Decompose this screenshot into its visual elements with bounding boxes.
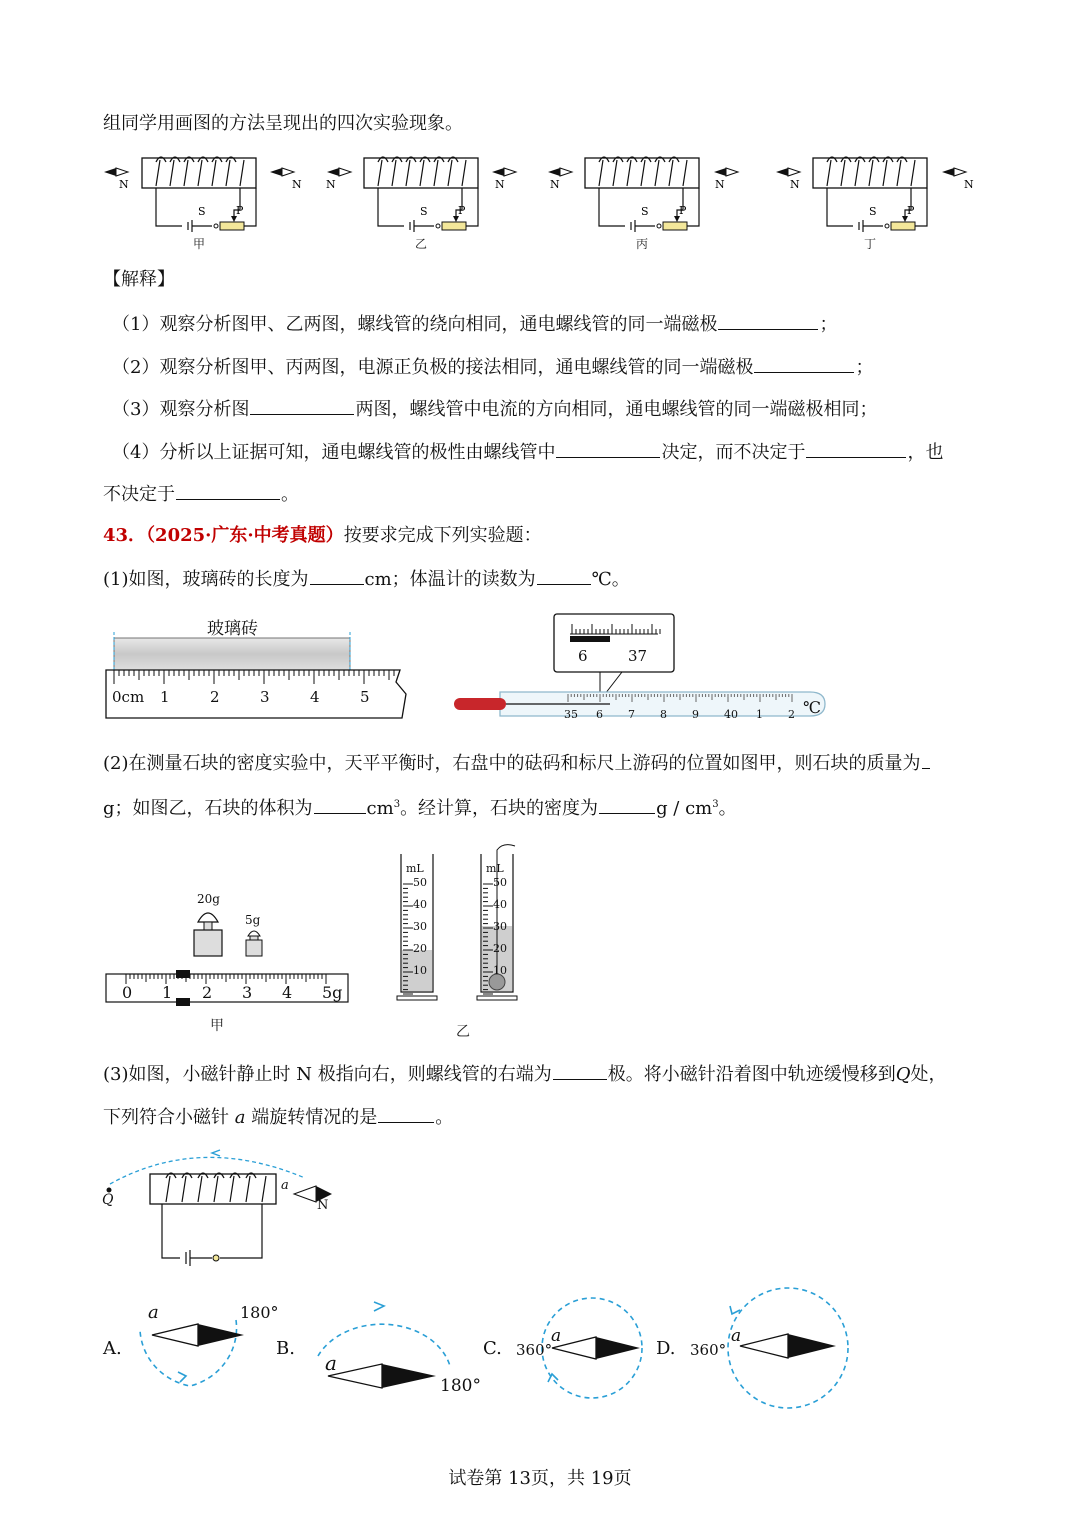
solenoid-trajectory-figure (100, 1140, 350, 1270)
scale-tick-label: 2 (202, 983, 213, 1002)
explain-q4-cont: 不决定于 。 (103, 481, 299, 507)
thermo-tick-label: 2 (788, 708, 795, 721)
answer-blank[interactable] (754, 354, 854, 373)
cylinder-tick-label: 50 (413, 876, 427, 889)
answer-blank[interactable] (718, 311, 818, 330)
answer-blank[interactable] (314, 795, 366, 814)
answer-blank[interactable] (537, 566, 591, 585)
ruler-tick-label: 4 (310, 688, 320, 706)
cylinder-tick-label: 10 (493, 964, 507, 977)
cylinder-tick-label: 20 (493, 942, 507, 955)
svg-text:P: P (907, 204, 915, 217)
needle-end-a: a (281, 1178, 289, 1193)
q43-part1: (1)如图，玻璃砖的长度为 cm；体温计的读数为 ℃。 (103, 566, 630, 592)
scale-tick-label: 0 (122, 983, 133, 1002)
cylinder-unit: mL (486, 862, 504, 875)
explain-title: 【解释】 (103, 269, 175, 290)
q43-part2-cont: g；如图乙，石块的体积为 $cm^3$。经计算，石块的密度为 g / $cm^3$。 (103, 793, 737, 821)
q43-heading: 43．（2025·广东·中考真题）按要求完成下列实验题： (103, 525, 542, 546)
option-d-angle: 360° (690, 1341, 727, 1359)
option-c[interactable]: C. (483, 1338, 502, 1359)
ruler-tick-label: 5 (360, 688, 370, 706)
thermo-tick-label: 6 (596, 708, 603, 721)
option-c-angle: 360° (516, 1341, 553, 1359)
zoom-label-37: 37 (628, 647, 648, 665)
option-a[interactable]: A. (103, 1338, 122, 1359)
explain-q2: （2）观察分析图甲、丙两图，电源正负极的接法相同，通电螺线管的同一端磁极 ； (112, 354, 873, 380)
option-d[interactable]: D. (656, 1338, 676, 1359)
page-footer: 试卷第 13页，共 19页 (448, 1468, 632, 1489)
svg-text:S: S (198, 205, 206, 218)
needle-pole-n: N (317, 1198, 329, 1213)
thermometer-figure (450, 610, 835, 730)
svg-text:N: N (550, 178, 560, 191)
answer-blank[interactable] (599, 795, 655, 814)
cylinder-tick-label: 40 (413, 898, 427, 911)
option-b-angle: 180° (440, 1376, 481, 1396)
option-b[interactable]: B. (276, 1338, 295, 1359)
fig-label-yi: 乙 (415, 237, 428, 251)
option-b-end: a (325, 1351, 337, 1375)
svg-text:N: N (326, 178, 336, 191)
answer-blank[interactable] (806, 439, 906, 458)
svg-text:P: P (679, 204, 687, 217)
cylinder-tick-label: 50 (493, 876, 507, 889)
explain-q3: （3）观察分析图 两图，螺线管中电流的方向相同，通电螺线管的同一端磁极相同； (112, 396, 877, 422)
cylinder-tick-label: 20 (413, 942, 427, 955)
answer-blank[interactable] (310, 566, 364, 585)
answer-blank[interactable] (176, 481, 280, 500)
option-a-end: a (148, 1302, 159, 1323)
scale-tick-label: 4 (282, 983, 293, 1002)
answer-blank[interactable] (922, 750, 930, 769)
ruler-tick-label: 3 (260, 688, 270, 706)
scale-tick-label: 3 (242, 983, 253, 1002)
glass-label: 玻璃砖 (207, 619, 258, 639)
svg-text:N: N (292, 178, 302, 191)
svg-text:P: P (236, 204, 244, 217)
svg-text:S: S (869, 205, 877, 218)
scale-tick-label: 5g (322, 983, 343, 1002)
fig-label-jia: 甲 (193, 237, 206, 251)
svg-text:P: P (458, 204, 466, 217)
answer-blank[interactable] (556, 439, 660, 458)
option-a-angle: 180° (240, 1303, 279, 1322)
pole-label: N (119, 178, 129, 191)
explain-q1: （1）观察分析图甲、乙两图，螺线管的绕向相同，通电螺线管的同一端磁极 ； (112, 311, 837, 337)
weight-5g: 5g (245, 913, 261, 927)
solenoid-figures (100, 148, 980, 253)
fig-label-bing: 丙 (636, 237, 649, 251)
cylinder-tick-label: 10 (413, 964, 427, 977)
thermo-tick-label: 1 (756, 708, 763, 721)
thermo-unit: ℃ (803, 698, 821, 717)
q43-part2: (2)在测量石块的密度实验中，天平平衡时，右盘中的砝码和标尺上游码的位置如图甲，则石块的质量为 (103, 750, 931, 776)
thermo-tick-label: 9 (692, 708, 699, 721)
ruler-tick-label: 1 (160, 688, 170, 706)
ruler-tick-label: 0cm (112, 688, 145, 706)
svg-text:N: N (790, 178, 800, 191)
answer-blank[interactable] (553, 1061, 607, 1080)
fig-label-jia-2: 甲 (210, 1018, 224, 1034)
thermo-tick-label: 8 (660, 708, 667, 721)
fig-label-yi-2: 乙 (456, 1024, 470, 1040)
cylinder-tick-label: 30 (493, 920, 507, 933)
svg-text:S: S (641, 205, 649, 218)
point-q: Q (102, 1192, 114, 1208)
option-d-end: a (731, 1326, 742, 1346)
cylinder-unit: mL (406, 862, 424, 875)
explain-q4: （4）分析以上证据可知，通电螺线管的极性由螺线管中 决定，而不决定于 ，也 (112, 439, 943, 465)
ruler-tick-label: 2 (210, 688, 220, 706)
fig-label-ding: 丁 (864, 237, 877, 251)
svg-text:N: N (715, 178, 725, 191)
weight-20g: 20g (197, 892, 220, 906)
cylinder-tick-label: 40 (493, 898, 507, 911)
q43-part3-cont: 下列符合小磁针 a 端旋转情况的是 。 (103, 1104, 453, 1130)
svg-text:N: N (495, 178, 505, 191)
scale-tick-label: 1 (162, 983, 173, 1002)
thermo-tick-label: 35 (564, 708, 578, 721)
cylinder-tick-label: 30 (413, 920, 427, 933)
thermo-tick-label: 7 (628, 708, 635, 721)
svg-text:N: N (964, 178, 974, 191)
ruler-figure (100, 610, 420, 730)
answer-blank[interactable] (378, 1104, 434, 1123)
answer-blank[interactable] (250, 396, 354, 415)
intro-text: 组同学用画图的方法呈现出的四次实验现象。 (103, 113, 463, 134)
q43-part3: (3)如图，小磁针静止时 N 极指向右，则螺线管的右端为 极。将小磁针沿着图中轨迹缓慢移到Q处， (103, 1061, 946, 1087)
balance-scale-figure (100, 890, 360, 1010)
option-c-end: a (551, 1326, 562, 1346)
option-d-diagram (720, 1280, 860, 1415)
svg-text:S: S (420, 205, 428, 218)
thermo-tick-label: 40 (724, 708, 738, 721)
zoom-label-6: 6 (578, 647, 588, 665)
option-c-diagram (536, 1288, 656, 1408)
